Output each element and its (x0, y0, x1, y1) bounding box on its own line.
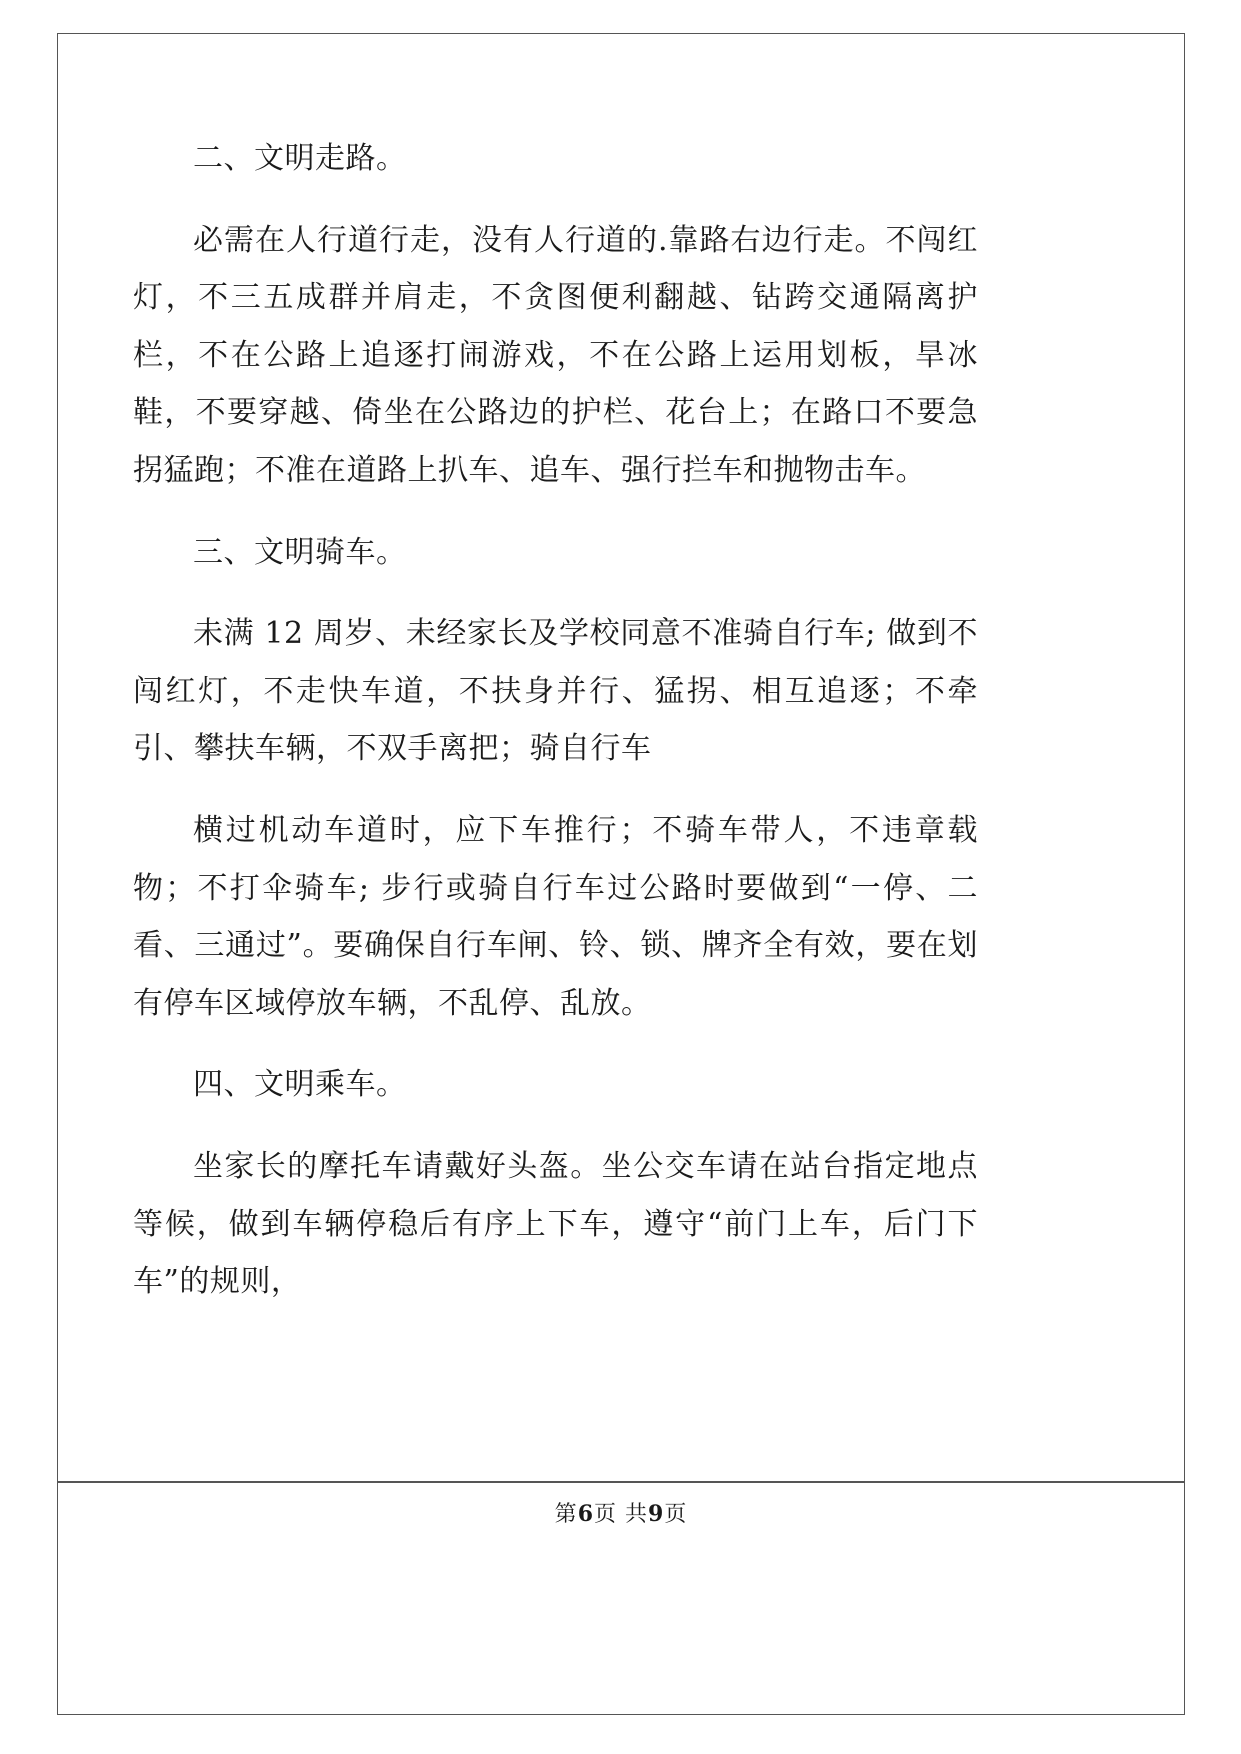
footer-total-pages: 9 (648, 1501, 665, 1527)
page-footer (57, 1481, 1185, 1528)
footer-suffix: 页 (664, 1502, 688, 1527)
document-body (133, 130, 978, 1335)
footer-prefix: 第 (554, 1502, 578, 1527)
paragraph-body-3b: 横过机动车道时，应下车推行；不骑车带人，不违章载物；不打伞骑车; 步行或骑自行车过公路时要做到“一停、二看、三通过”。要确保自行车闸、铃、锁、牌齐全有效，要在划有停车区域停放车辆，不乱停、乱放。 (133, 812, 978, 1021)
paragraph-body-2: 必需在人行道行走，没有人行道的.靠路右边行走。不闯红灯，不三五成群并肩走，不贪图便利翻越、钻跨交通隔离护栏，不在公路上追逐打闹游戏，不在公路上运用划板，旱冰鞋，不要穿越、倚坐在公路边的护栏、花台上；在路口不要急拐猛跑；不准在道路上扒车、追车、强行拦车和抛物击车。 (133, 222, 978, 488)
footer-middle: 页 共 (594, 1502, 648, 1527)
paragraph-body-4: 坐家长的摩托车请戴好头盔。坐公交车请在站台指定地点等候，做到车辆停稳后有序上下车，遵守“前门上车，后门下车”的规则， (133, 1148, 978, 1300)
footer-current-page: 6 (577, 1501, 594, 1527)
paragraph-heading-4: 四、文明乘车。 (193, 1067, 407, 1103)
paragraph-body-3a: 未满 12 周岁、未经家长及学校同意不准骑自行车; 做到不闯红灯，不走快车道，不扶身并行、猛拐、相互追逐；不牵引、攀扶车辆，不双手离把；骑自行车 (133, 616, 978, 767)
paragraph-heading-2: 二、文明走路。 (193, 141, 407, 176)
page-number-indicator (57, 1497, 1185, 1528)
footer-divider (57, 1481, 1185, 1483)
paragraph-heading-3: 三、文明骑车。 (193, 534, 407, 570)
